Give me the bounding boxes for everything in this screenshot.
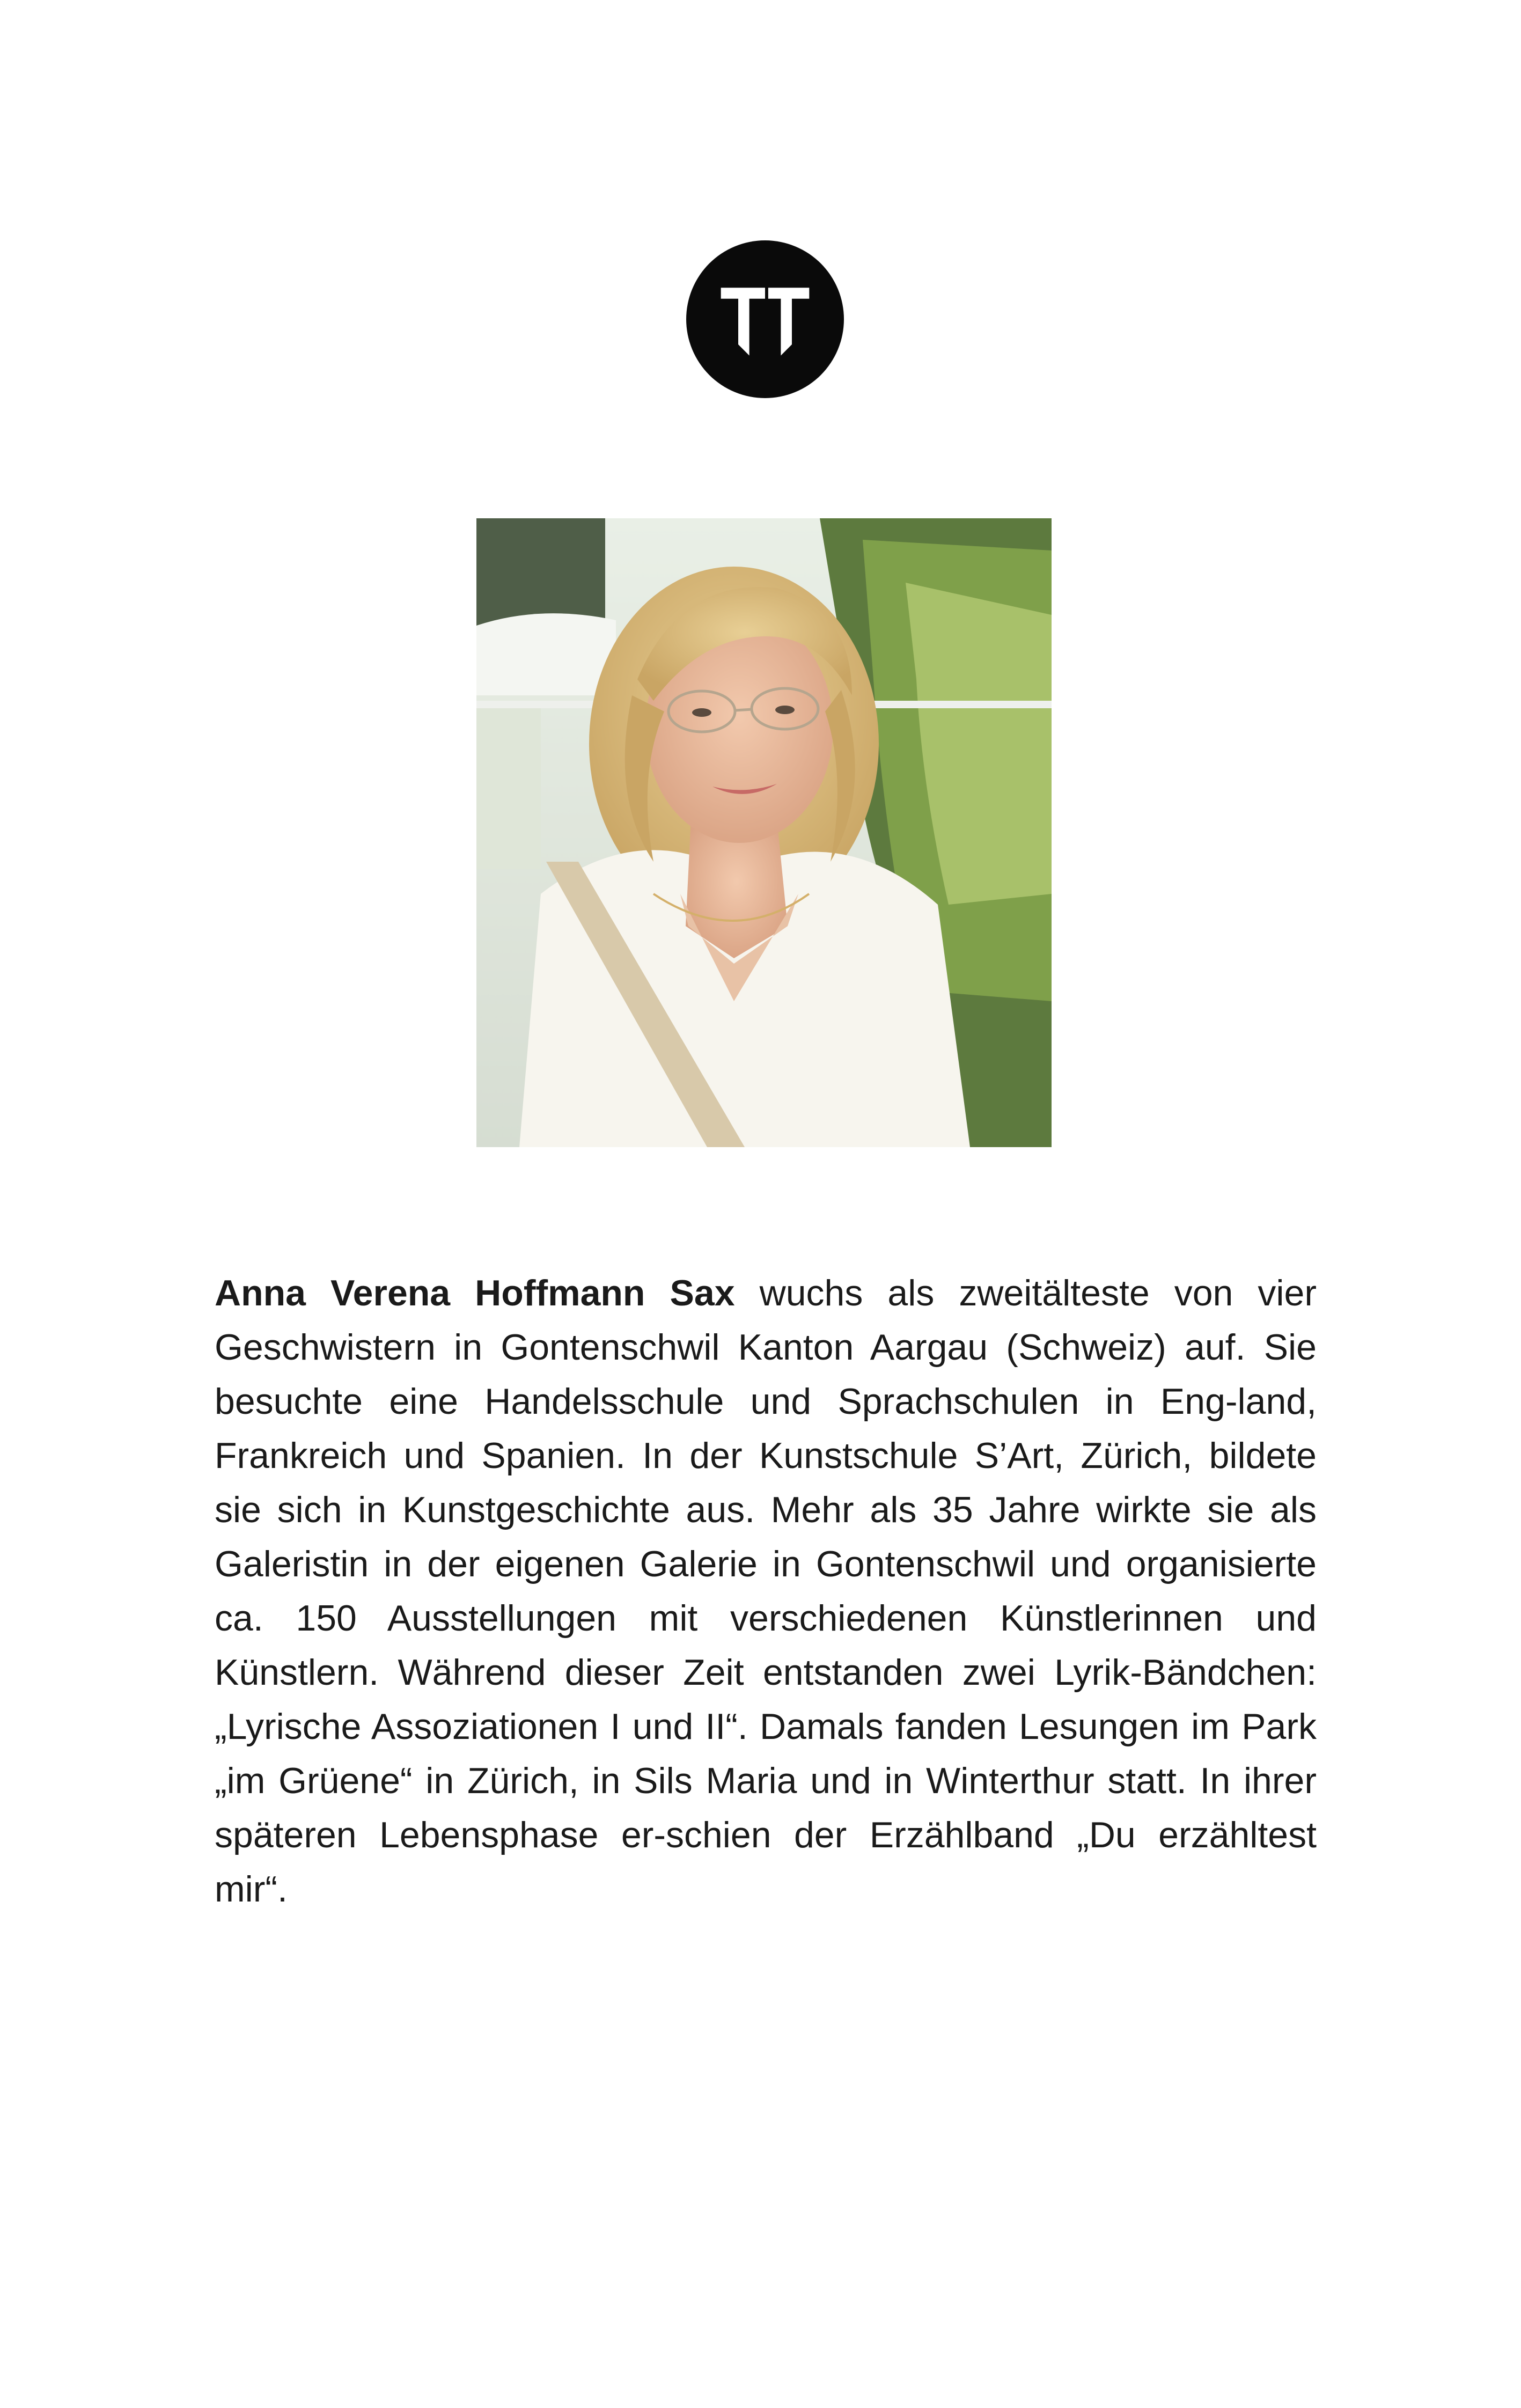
author-name: Anna Verena Hoffmann Sax [215, 1273, 735, 1313]
author-bio [215, 1266, 1317, 1917]
publisher-logo-icon [686, 240, 844, 398]
author-bio-text: wuchs als zweitälteste von vier Geschwistern in Gontenschwil Kanton Aargau (Schweiz) auf. Sie besuchte eine Handelsschule und Sprachschulen in Eng-land, Frankreich und Spanien. In der Kunstschule S’Art, Zürich, bildete sie sich in Kunstgeschichte aus. Mehr als 35 Jahre wirkte sie als Galeristin in der eigenen Galerie in Gontenschwil und organisierte ca. 150 Ausstellungen mit verschiedenen Künstlerinnen und Künstlern. Während dieser Zeit entstanden zwei Lyrik-Bändchen: „Lyrische Assoziationen I und II“. Damals fanden Lesungen im Park „im Grüene“ in Zürich, in Sils Maria und in Winterthur statt. In ihrer späteren Lebensphase er-schien der Erzählband „Du erzähltest mir“. [215, 1273, 1317, 1910]
author-portrait [476, 518, 1052, 1147]
